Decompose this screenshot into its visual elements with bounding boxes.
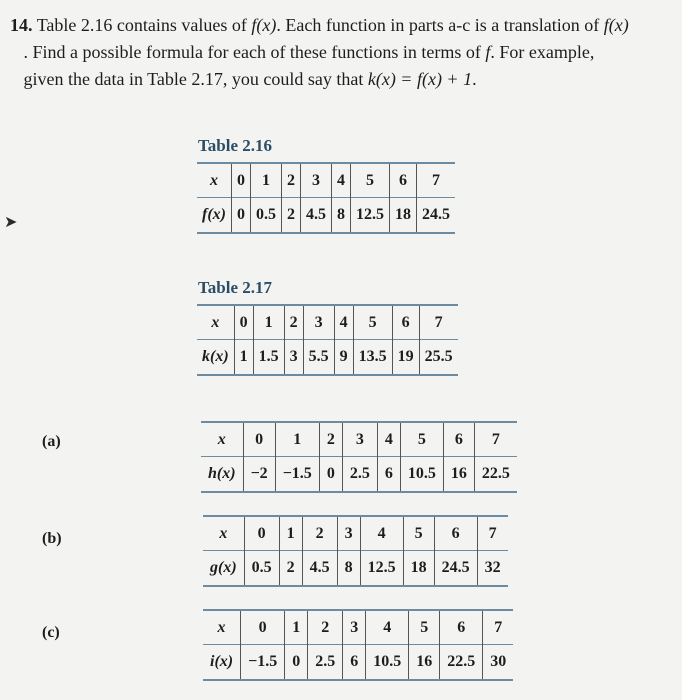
x-header: x	[209, 171, 218, 189]
fx-header: f(x)	[197, 198, 231, 234]
table-cell: 7	[477, 516, 508, 551]
table-cell: 1	[250, 163, 281, 198]
table-cell: 2	[319, 422, 342, 457]
table-cell: 6	[377, 457, 400, 493]
table-cell: 3	[303, 305, 334, 340]
table-cell: 18	[403, 551, 434, 587]
table-cell: 0	[285, 645, 308, 681]
x-header: x	[219, 524, 228, 542]
f-symbol: f	[485, 42, 491, 62]
table-cell: 0	[319, 457, 342, 493]
table-cell: 2	[302, 516, 337, 551]
table-cell: 3	[284, 340, 303, 376]
table-cell: 4	[366, 610, 409, 645]
gx-header: g(x)	[203, 551, 244, 587]
table-cell: 2.5	[308, 645, 343, 681]
table-row	[197, 305, 458, 340]
table-2-17-caption: Table 2.17	[198, 278, 273, 297]
table-cell: 6	[343, 645, 366, 681]
table-cell: 4	[377, 422, 400, 457]
table-row	[201, 422, 517, 457]
table-cell: 0.5	[244, 551, 279, 587]
table-cell: 24.5	[416, 198, 455, 234]
example-formula: k(x) = f(x) + 1	[367, 69, 473, 89]
table-cell: 30	[483, 645, 514, 681]
table-cell: 4	[331, 163, 350, 198]
table-cell: 7	[474, 422, 517, 457]
problem-number: 14.	[10, 15, 33, 35]
table-row	[197, 340, 458, 376]
table-cell: 0	[231, 163, 250, 198]
x-header: x	[217, 430, 226, 448]
table-cell: 32	[477, 551, 508, 587]
table-cell: 1	[275, 422, 319, 457]
table-row	[197, 163, 455, 198]
table-cell: 5.5	[303, 340, 334, 376]
table-cell: 7	[419, 305, 458, 340]
table-cell: 2	[279, 551, 302, 587]
table-cell: 5	[409, 610, 440, 645]
table-cell: −1.5	[241, 645, 285, 681]
table-cell: 22.5	[440, 645, 483, 681]
table-cell: 1	[253, 305, 284, 340]
table-cell: −1.5	[275, 457, 319, 493]
table-part-c	[203, 609, 513, 681]
table-cell: 0	[241, 610, 285, 645]
table-cell: 5	[353, 305, 392, 340]
hx-header: h(x)	[201, 457, 243, 493]
table-cell: 6	[392, 305, 419, 340]
table-cell: 2	[284, 305, 303, 340]
table-cell: 12.5	[360, 551, 403, 587]
table-cell: 22.5	[474, 457, 517, 493]
table-cell: 4	[334, 305, 353, 340]
table-row	[203, 610, 513, 645]
table-cell: 9	[334, 340, 353, 376]
table-cell: 19	[392, 340, 419, 376]
problem-text-1b: . Each function in parts a-c is a translation of	[276, 15, 600, 35]
table-part-a	[201, 421, 517, 493]
table-cell: 6	[434, 516, 477, 551]
table-cell: 8	[331, 198, 350, 234]
table-cell: 6	[443, 422, 474, 457]
table-cell: 3	[343, 610, 366, 645]
table-cell: 0	[231, 198, 250, 234]
problem-text-2b: . For example,	[490, 42, 595, 62]
table-2-16	[197, 162, 455, 234]
problem-text-1: Table 2.16 contains values of	[36, 15, 247, 35]
fx-symbol-2: f(x)	[603, 15, 629, 35]
table-cell: 24.5	[434, 551, 477, 587]
table-cell: 3	[342, 422, 377, 457]
table-cell: 0.5	[250, 198, 281, 234]
table-cell: 5	[350, 163, 389, 198]
table-cell: 2	[281, 163, 300, 198]
table-cell: 4.5	[302, 551, 337, 587]
table-cell: −2	[243, 457, 275, 493]
kx-header: k(x)	[197, 340, 234, 376]
table-row	[201, 457, 517, 493]
table-cell: 1	[285, 610, 308, 645]
table-cell: 8	[337, 551, 360, 587]
table-cell: 10.5	[366, 645, 409, 681]
table-row	[203, 645, 513, 681]
table-cell: 16	[409, 645, 440, 681]
table-part-b	[203, 515, 508, 587]
table-cell: 0	[243, 422, 275, 457]
table-row	[197, 198, 455, 234]
part-c-label: (c)	[42, 624, 60, 641]
table-cell: 13.5	[353, 340, 392, 376]
problem-text-2: . Find a possible formula for each of these functions in terms of	[23, 42, 481, 62]
x-header: x	[211, 313, 220, 331]
table-cell: 1	[234, 340, 253, 376]
cursor-arrow-icon: ➤	[4, 214, 18, 231]
table-cell: 12.5	[350, 198, 389, 234]
table-cell: 5	[403, 516, 434, 551]
table-cell: 18	[389, 198, 416, 234]
table-2-17	[197, 304, 458, 376]
x-header: x	[217, 618, 226, 636]
table-cell: 2	[281, 198, 300, 234]
table-cell: 16	[443, 457, 474, 493]
table-cell: 6	[389, 163, 416, 198]
table-cell: 7	[416, 163, 455, 198]
table-cell: 0	[244, 516, 279, 551]
ix-header: i(x)	[203, 645, 241, 681]
table-cell: 6	[440, 610, 483, 645]
table-2-16-caption: Table 2.16	[198, 136, 273, 155]
table-cell: 2	[308, 610, 343, 645]
problem-text-3: given the data in Table 2.17, you could say that	[23, 69, 364, 89]
problem-statement	[10, 12, 670, 93]
table-cell: 2.5	[342, 457, 377, 493]
table-cell: 1.5	[253, 340, 284, 376]
table-cell: 0	[234, 305, 253, 340]
table-cell: 4.5	[300, 198, 331, 234]
table-cell: 10.5	[400, 457, 443, 493]
part-a-label: (a)	[42, 433, 61, 450]
table-cell: 3	[337, 516, 360, 551]
part-b-label: (b)	[42, 530, 62, 547]
table-cell: 5	[400, 422, 443, 457]
table-row	[203, 551, 508, 587]
table-cell: 3	[300, 163, 331, 198]
table-cell: 7	[483, 610, 514, 645]
table-row	[203, 516, 508, 551]
fx-symbol: f(x)	[251, 15, 277, 35]
table-cell: 4	[360, 516, 403, 551]
problem-text-3b: .	[472, 69, 477, 89]
table-cell: 1	[279, 516, 302, 551]
table-cell: 25.5	[419, 340, 458, 376]
